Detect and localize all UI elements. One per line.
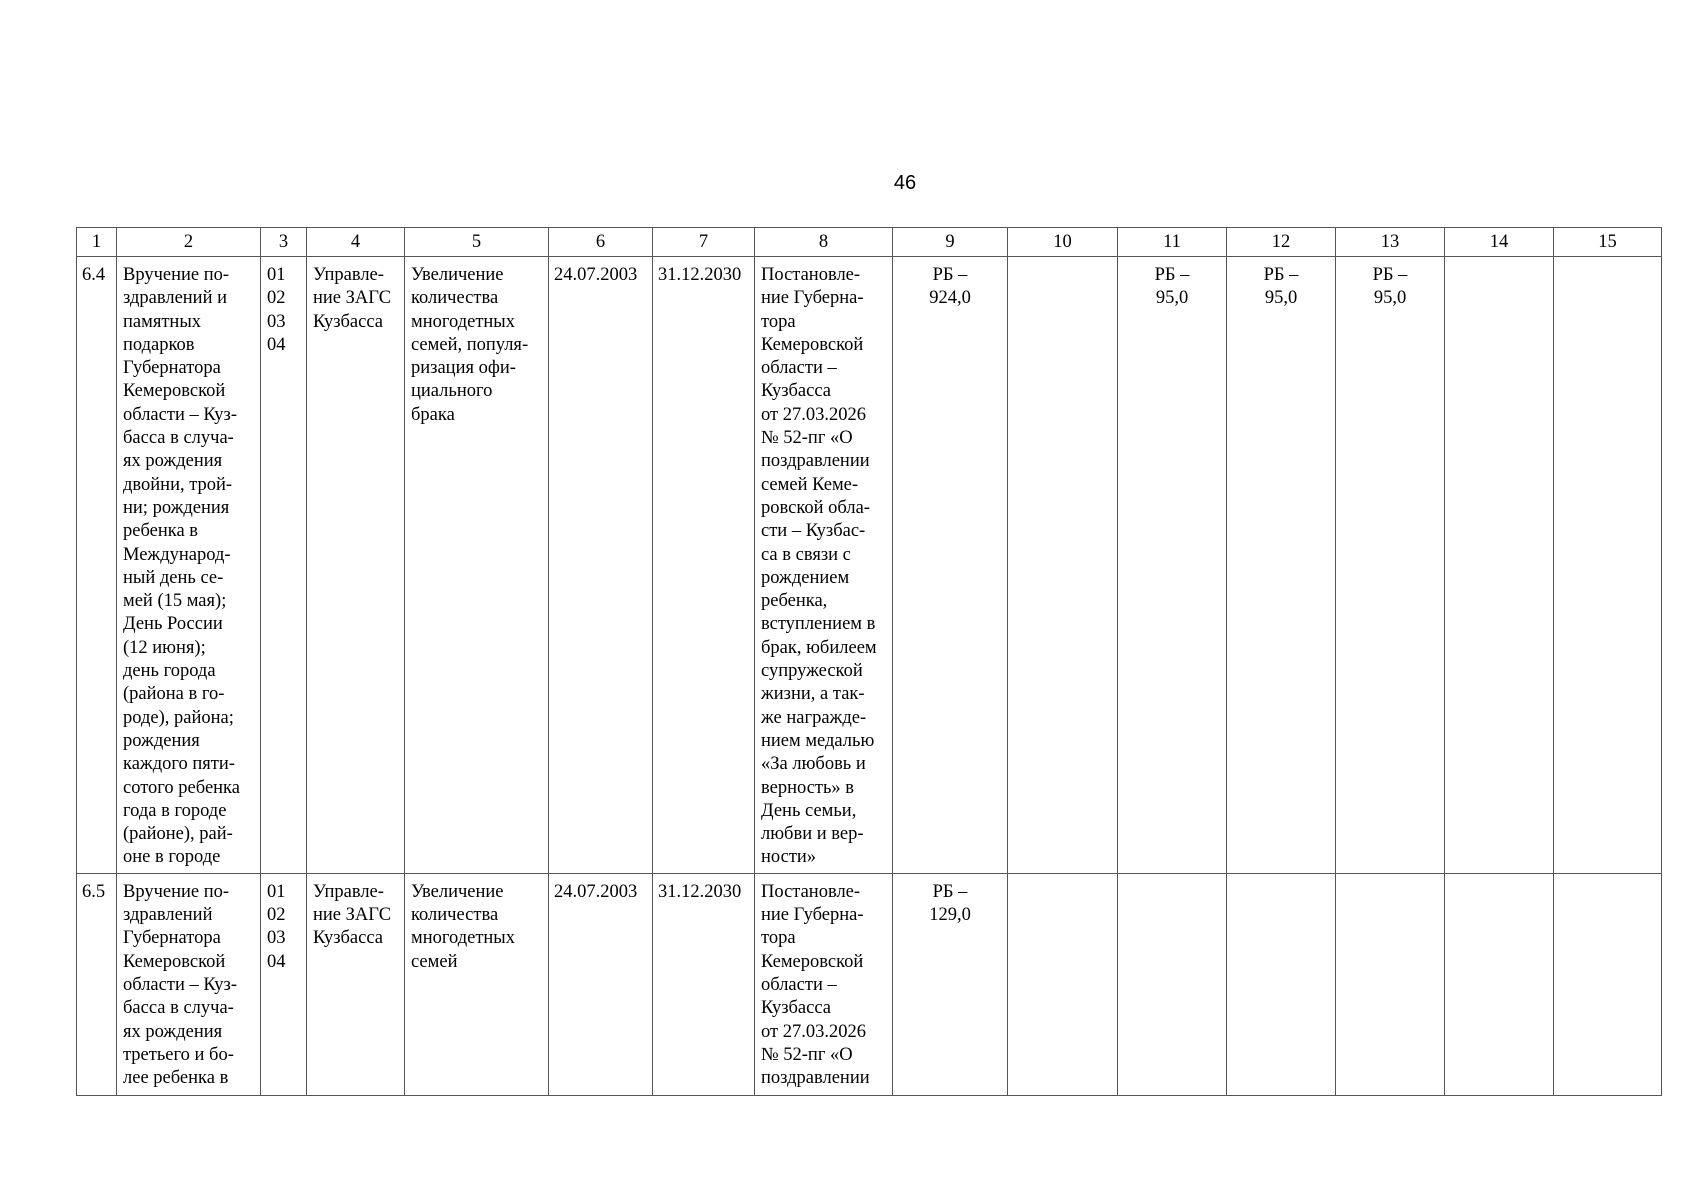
header-cell: 3 <box>261 228 307 257</box>
funding-col-9: РБ – 924,0 <box>893 257 1008 874</box>
start-date: 24.07.2003 <box>549 873 653 1095</box>
codes: 01 02 03 04 <box>261 257 307 874</box>
executor: Управле- ние ЗАГС Кузбасса <box>307 873 405 1095</box>
funding-col-12: РБ – 95,0 <box>1227 257 1336 874</box>
funding-col-13 <box>1336 873 1445 1095</box>
header-cell: 6 <box>549 228 653 257</box>
end-date: 31.12.2030 <box>653 873 755 1095</box>
page-number: 46 <box>893 172 917 194</box>
header-cell: 12 <box>1227 228 1336 257</box>
header-cell: 15 <box>1554 228 1662 257</box>
header-cell: 13 <box>1336 228 1445 257</box>
header-cell: 14 <box>1445 228 1554 257</box>
funding-col-13: РБ – 95,0 <box>1336 257 1445 874</box>
measure-name: Вручение по- здравлений Губернатора Кемеровской области – Куз- басса в случа- ях рождения третьего и бо- лее ребенка в <box>117 873 261 1095</box>
header-cell: 1 <box>77 228 117 257</box>
legal-basis: Постановле- ние Губерна- тора Кемеровской области – Кузбасса от 27.03.2026 № 52-пг «О поздравлении семей Кеме- ровской обла- сти – Кузбас- са в связи с рождением ребенка, вступлением в брак, юбилеем супружеской жизни, а так- же награжде- нием медалью «За любовь и верность» в День семьи, любви и вер- ности» <box>755 257 893 874</box>
header-cell: 8 <box>755 228 893 257</box>
header-cell: 9 <box>893 228 1008 257</box>
header-cell: 10 <box>1008 228 1118 257</box>
funding-col-15 <box>1554 873 1662 1095</box>
header-cell: 4 <box>307 228 405 257</box>
funding-col-12 <box>1227 873 1336 1095</box>
header-cell: 5 <box>405 228 549 257</box>
measure-name: Вручение по- здравлений и памятных подарков Губернатора Кемеровской области – Куз- басса в случа- ях рождения двойни, трой- ни; рождения ребенка в Международ- ный день се- мей (15 мая); День России (12 июня); день города (района в го- роде), района; рождения каждого пяти- сотого ребенка года в городе (районе), рай- оне в городе <box>117 257 261 874</box>
funding-col-14 <box>1445 873 1554 1095</box>
funding-col-14 <box>1445 257 1554 874</box>
expected-result: Увеличение количества многодетных семей, популя- ризация офи- циального брака <box>405 257 549 874</box>
end-date: 31.12.2030 <box>653 257 755 874</box>
funding-col-9: РБ – 129,0 <box>893 873 1008 1095</box>
header-row <box>77 228 1662 257</box>
header-cell: 7 <box>653 228 755 257</box>
funding-col-10 <box>1008 873 1118 1095</box>
funding-col-15 <box>1554 257 1662 874</box>
funding-col-11 <box>1118 873 1227 1095</box>
measures-table <box>76 227 1662 1096</box>
expected-result: Увеличение количества многодетных семей <box>405 873 549 1095</box>
executor: Управле- ние ЗАГС Кузбасса <box>307 257 405 874</box>
table-row <box>77 873 1662 1095</box>
funding-col-10 <box>1008 257 1118 874</box>
funding-col-11: РБ – 95,0 <box>1118 257 1227 874</box>
item-number: 6.4 <box>77 257 117 874</box>
table-row <box>77 257 1662 874</box>
header-cell: 2 <box>117 228 261 257</box>
header-cell: 11 <box>1118 228 1227 257</box>
legal-basis: Постановле- ние Губерна- тора Кемеровской области – Кузбасса от 27.03.2026 № 52-пг «О поздравлении <box>755 873 893 1095</box>
start-date: 24.07.2003 <box>549 257 653 874</box>
item-number: 6.5 <box>77 873 117 1095</box>
codes: 01 02 03 04 <box>261 873 307 1095</box>
